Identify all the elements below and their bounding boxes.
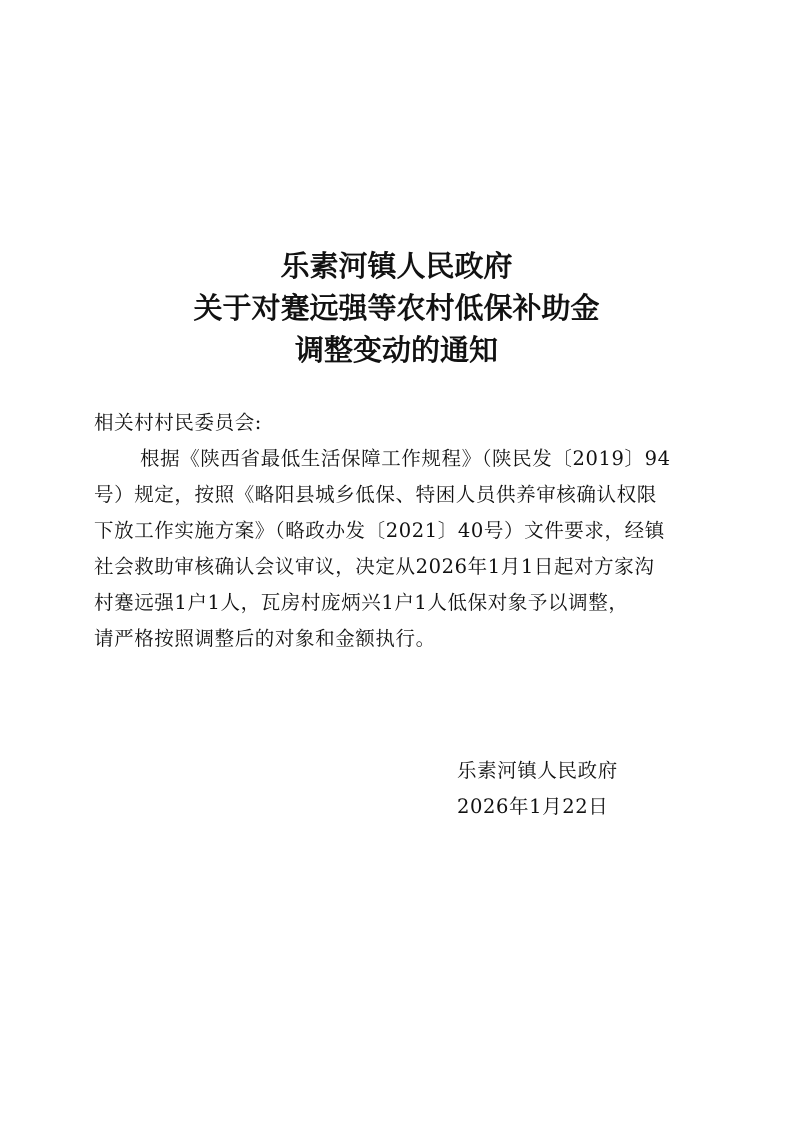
- paragraph-line-1: 根据《陕西省最低生活保障工作规程》（陕民发〔2019〕94: [140, 447, 671, 470]
- document-title: [0, 246, 793, 372]
- signature-block: [457, 753, 618, 825]
- paragraph-line-2: 号）规定，按照《略阳县城乡低保、特困人员供养审核确认权限: [94, 483, 657, 506]
- title-line-2: 关于对蹇远强等农村低保补助金: [193, 291, 600, 325]
- signature-org: 乐素河镇人民政府: [457, 759, 618, 782]
- title-line-1: 乐素河镇人民政府: [280, 249, 513, 283]
- title-line-3: 调整变动的通知: [294, 333, 498, 367]
- signature-date: 2026年1月22日: [457, 795, 609, 818]
- paragraph-line-4: 社会救助审核确认会议审议，决定从2026年1月1日起对方家沟: [94, 555, 655, 578]
- salutation: 相关村村民委员会:: [94, 411, 262, 434]
- paragraph-line-5: 村蹇远强1户1人，瓦房村庞炳兴1户1人低保对象予以调整，: [94, 591, 629, 614]
- paragraph-line-6: 请严格按照调整后的对象和金额执行。: [94, 627, 436, 650]
- body-paragraph: [94, 441, 714, 657]
- paragraph-line-3: 下放工作实施方案》（略政办发〔2021〕40号）文件要求，经镇: [94, 519, 665, 542]
